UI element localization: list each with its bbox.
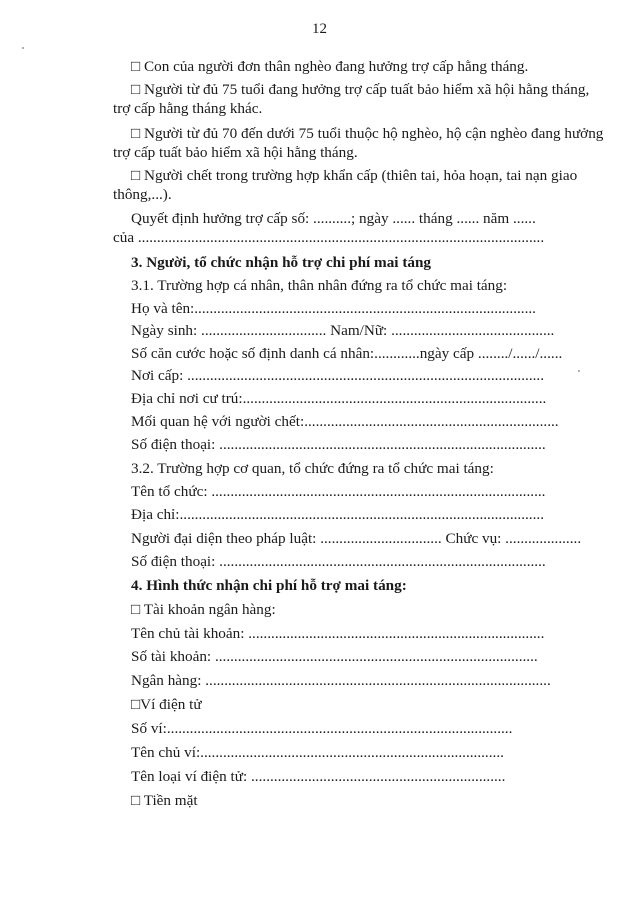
org-name-field[interactable]: Tên tổ chức: ........................................................................................	[131, 483, 546, 500]
scan-speck	[578, 370, 580, 372]
dob-gender-field[interactable]: Ngày sinh: ................................. Nam/Nữ: ...........................................	[131, 322, 555, 339]
section-4-heading: 4. Hình thức nhận chi phí hỗ trợ mai táng:	[131, 577, 407, 594]
ewallet-checkbox[interactable]: □Ví điện tử	[131, 696, 202, 713]
bank-account-checkbox[interactable]: □ Tài khoản ngân hàng:	[131, 601, 276, 618]
phone-field[interactable]: Số điện thoại: ......................................................................................	[131, 436, 546, 453]
checkbox-item-single-parent-child[interactable]: □ Con của người đơn thân nghèo đang hưởng trợ cấp hằng tháng.	[131, 58, 529, 75]
org-address-field[interactable]: Địa chỉ:................................................................................................	[131, 506, 544, 523]
id-number-field[interactable]: Số căn cước hoặc số định danh cá nhân:............ngày cấp ......../....../......	[131, 345, 563, 362]
page-number: 12	[312, 21, 327, 37]
decision-number-field[interactable]: Quyết định hưởng trợ cấp số: ..........; ngày ...... tháng ...... năm ......	[131, 210, 536, 227]
wallet-type-field[interactable]: Tên loại ví điện tử: ...................................................................	[131, 768, 506, 785]
issued-at-field[interactable]: Nơi cấp: ..............................................................................................	[131, 367, 545, 384]
section-3-2-subheading: 3.2. Trường hợp cơ quan, tổ chức đứng ra tổ chức mai táng:	[131, 460, 494, 477]
account-holder-field[interactable]: Tên chủ tài khoản: ..............................................................................	[131, 625, 545, 642]
checkbox-item-emergency-death-cont: thông,...).	[113, 186, 172, 203]
legal-representative-field[interactable]: Người đại diện theo pháp luật: ................................ Chức vụ: ....................	[131, 530, 582, 547]
bank-name-field[interactable]: Ngân hàng: ...........................................................................................	[131, 672, 551, 689]
cash-checkbox[interactable]: □ Tiền mặt	[131, 792, 198, 809]
wallet-number-field[interactable]: Số ví:...........................................................................................	[131, 720, 513, 737]
full-name-field[interactable]: Họ và tên:..........................................................................................	[131, 300, 536, 317]
relationship-field[interactable]: Mối quan hệ với người chết:...................................................................	[131, 413, 559, 430]
checkbox-item-over-75[interactable]: □ Người từ đủ 75 tuổi đang hưởng trợ cấp tuất bảo hiểm xã hội hằng tháng,	[131, 81, 590, 98]
org-phone-field[interactable]: Số điện thoại: ......................................................................................	[131, 553, 546, 570]
section-3-1-subheading: 3.1. Trường hợp cá nhân, thân nhân đứng ra tổ chức mai táng:	[131, 277, 508, 294]
decision-issuer-field[interactable]: của ...........................................................................................................	[113, 229, 545, 246]
account-number-field[interactable]: Số tài khoản: .....................................................................................	[131, 648, 538, 665]
residence-field[interactable]: Địa chỉ nơi cư trú:................................................................................	[131, 390, 547, 407]
section-3-heading: 3. Người, tổ chức nhận hỗ trợ chi phí mai táng	[131, 254, 432, 271]
checkbox-item-70-to-75-cont: trợ cấp tuất bảo hiểm xã hội hằng tháng.	[113, 144, 358, 161]
scan-speck	[22, 47, 24, 49]
checkbox-item-over-75-cont: trợ cấp hằng tháng khác.	[113, 100, 263, 117]
wallet-owner-field[interactable]: Tên chủ ví:................................................................................	[131, 744, 504, 761]
checkbox-item-emergency-death[interactable]: □ Người chết trong trường hợp khẩn cấp (thiên tai, hỏa hoạn, tai nạn giao	[131, 167, 578, 184]
checkbox-item-70-to-75[interactable]: □ Người từ đủ 70 đến dưới 75 tuổi thuộc hộ nghèo, hộ cận nghèo đang hưởng	[131, 125, 604, 142]
